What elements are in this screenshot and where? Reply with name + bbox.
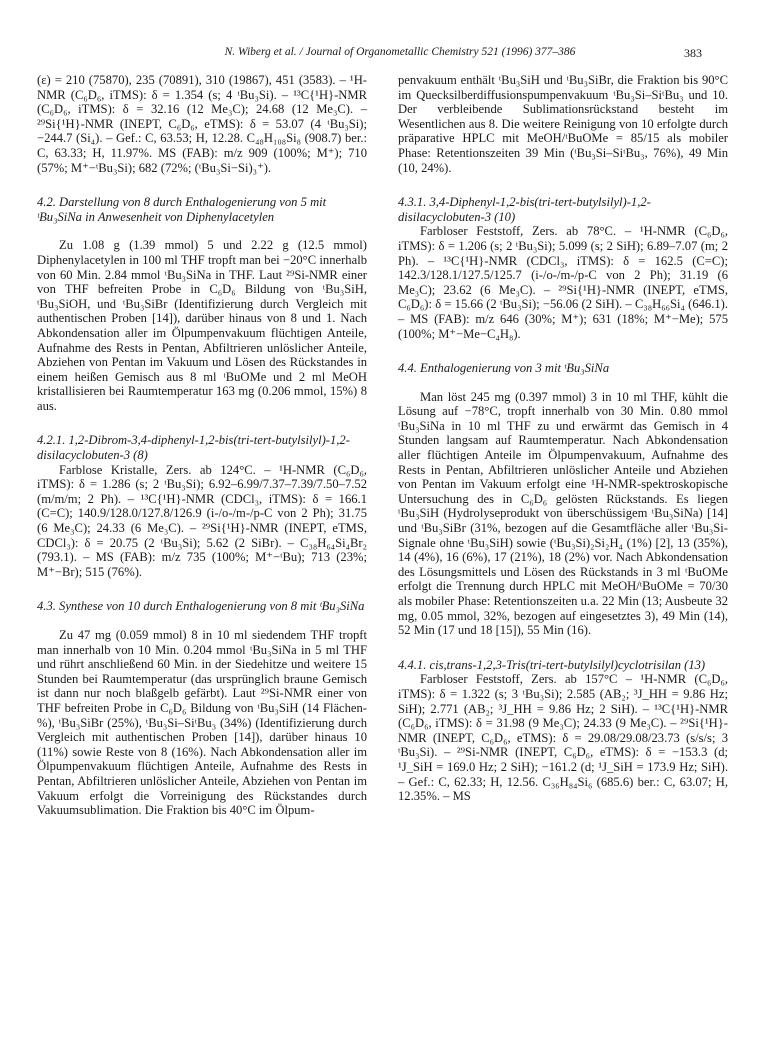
section-heading-4-4: 4.4. Enthalogenierung von 3 mit ᵗBu₃SiNa xyxy=(398,361,610,376)
page-number: 383 xyxy=(684,46,702,60)
paragraph-subsection-4-3-1: Farbloser Feststoff, Zers. ab 78°C. – ¹H-NMR (C₆D₆, iTMS): δ = 1.206 (s; 2 ᵗBu₃Si); 5.099 (s; 2 SiH); 6.89–7.07 (m; 2 Ph). – ¹³C{¹H}-NMR (CDCl₃, iTMS): δ = 162.5 (C=C); 142.3/128.1/127.5/125.7 (i-/o-/m-/p-C von 2 Ph); 31.19 (6 Me₃C); 23.62 (6 Me₃C). – ²⁹Si{¹H}-NMR (INEPT, eTMS, C₆D₆): δ = 15.66 (2 ᵗBu₃Si); −56.06 (2 SiH). – C₃₈H₆₆Si₄ (646.1). – MS (FAB): m/z 646 (30%; M⁺); 631 (18%; M⁺−Me); 575 (100%; M⁺−Me−C₄H₈). xyxy=(398,224,728,341)
paragraph-section-4-4: Man löst 245 mg (0.397 mmol) 3 in 10 ml THF, kühlt die Lösung auf −78°C, tropft innerhalb von 30 Min. 0.80 mmol ᵗBu₃SiNa in 10 ml THF zu und erwärmt das Gemisch in 4 Stunden langsam auf Raumtemperatur. Nach Abkondensation aller flüchtigen Anteile im Ölpumpenvakuum, Aufnahme des Rests in Pentan, Abfiltrieren unlöslicher Anteile und Abziehen von Pentan im Vakuum erfolgt eine ¹H-NMR-spektroskopische Untersuchung des in C₆D₆ gelösten Rückstands. Es liegen ᵗBu₃SiH (Hydrolyseprodukt von überschüssigem ᵗBu₃SiNa) [14] und ᵗBu₃SiBr (31%, bezogen auf die Gesamtfläche aller ᵗBu₃Si-Signale ohne ᵗBu₃SiH) sowie (ᵗBu₃Si)₂Si₂H₄ (1%) [2], 13 (35%), 14 (4%), 16 (6%), 17 (21%), 18 (2%) vor. Nach Abkondensation des Lösungsmittels und Lösen des Rückstands in 3 ml ᵗBuOMe erfolgt die Trennung durch HPLC mit MeOH/ᵗBuOMe = 70/30 als mobiler Phase: Retentionszeiten u.a. 22 Min (13; Ausbeute 32 mg, 0.05 mmol, 32%, bezogen auf eingesetztes 3), 49 Min (14), 52 Min (17 und 18 [15]), 55 Min (16). xyxy=(398,389,728,638)
subsection-heading-4-3-1: 4.3.1. 3,4-Diphenyl-1,2-bis(tri-tert-butylsilyl)-1,2-disilacyclobuten-3 (10) xyxy=(398,195,651,224)
section-heading-4-3: 4.3. Synthese von 10 durch Enthalogenierung von 8 mit ᵗBu₃SiNa xyxy=(37,599,365,614)
paragraph-subsection-4-4-1: Farbloser Feststoff, Zers. ab 157°C – ¹H-NMR (C₆D₆, iTMS): δ = 1.322 (s; 3 ᵗBu₃Si); 2.585 (AB₂; ³J_HH = 9.86 Hz; SiH); 2.771 (AB₂; ³J_HH = 9.86 Hz; 2 SiH). – ¹³C{¹H}-NMR (C₆D₆, iTMS): δ = 31.98 (9 Me₃C); 24.33 (9 Me₃C). – ²⁹Si{¹H}-NMR (INEPT, C₆D₆, eTMS): δ = 29.08/29.08/23.73 (s/s/s; 3 ᵗBu₃Si). – ²⁹Si-NMR (INEPT, C₆D₆, eTMS): δ = −153.3 (d; ¹J_SiH = 169.0 Hz; 2 SiH); −161.2 (d; ¹J_SiH = 173.9 Hz; SiH). – Gef.: C, 62.33; H, 12.56. C₃₆H₈₄Si₆ (685.6) ber.: C, 63.07; H, 12.35%. – MS xyxy=(398,672,728,804)
subsection-heading-4-4-1: 4.4.1. cis,trans-1,2,3-Tris(tri-tert-butylsilyl)cyclotrisilan (13) xyxy=(398,657,706,672)
left-column xyxy=(37,73,367,818)
section-heading-4-2: 4.2. Darstellung von 8 durch Enthalogenierung von 5 mit ᵗBu₃SiNa in Anwesenheit von Diphenylacetylen xyxy=(37,195,327,224)
right-column xyxy=(398,73,728,804)
paragraph-continued-data: (ε) = 210 (75870), 235 (70891), 310 (19867), 451 (3583). – ¹H-NMR (C₆D₆, iTMS): δ = 1.354 (s; 4 ᵗBu₃Si). – ¹³C{¹H}-NMR (C₆D₆, iTMS): δ = 32.16 (12 Me₃C); 24.68 (12 Me₃C). – ²⁹Si{¹H}-NMR (INEPT, C₆D₆, eTMS): δ = 53.07 (4 ᵗBu₃Si); −244.7 (Si₄). – Gef.: C, 63.53; H, 12.28. C₄₈H₁₀₈Si₈ (908.7) ber.: C, 63.33; H, 11.97%. MS (FAB): m/z 909 (100%; M⁺); 710 (57%; M⁺−ᵗBu₃Si); 682 (72%; (ᵗBu₃Si−Si)₃⁺). xyxy=(37,73,367,175)
paragraph-section-4-2: Zu 1.08 g (1.39 mmol) 5 und 2.22 g (12.5 mmol) Diphenylacetylen in 100 ml THF tropft man bei −20°C innerhalb von 60 Min. 2.84 mmol ᵗBu₃SiNa in THF. Laut ²⁹Si-NMR einer von THF befreiten Probe in C₆D₆ Bildung von ᵗBu₃SiH, ᵗBu₃SiOH, und ᵗBu₃SiBr (Identifizierung durch Vergleich mit authentischen Proben [14]), darüber hinaus von 8 und 1. Nach Abkondensation aller im Ölpumpenvakuum flüchtigen Anteile, Aufnahme des Rests in Pentan, Abfiltrieren unlöslicher Anteile, Abziehen von Pentan im Vakuum und Lösen des Rückstandes in einem heißen Gemisch aus 8 ml ᵗBuOMe und 2 ml MeOH kristallisieren bei Raumtemperatur 163 mg (0.206 mmol, 15%) 8 aus. xyxy=(37,238,367,413)
paragraph-subsection-4-2-1: Farblose Kristalle, Zers. ab 124°C. – ¹H-NMR (C₆D₆, iTMS): δ = 1.286 (s; 2 ᵗBu₃Si); 6.92–6.99/7.37–7.39/7.50–7.52 (m/m/m; 2 Ph). – ¹³C{¹H}-NMR (CDCl₃, iTMS): δ = 166.1 (C=C); 140.9/128.0/127.8/126.9 (i-/o-/m-/p-C von 2 Ph); 31.75 (6 Me₃C); 24.33 (6 Me₃C). – ²⁹Si{¹H}-NMR (INEPT, eTMS, CDCl₃): δ = 20.75 (2 ᵗBu₃Si); 5.62 (2 SiBr). – C₃₈H₆₄Si₄Br₂ (793.1). – MS (FAB): m/z 735 (100%; M⁺−ᵗBu); 713 (23%; M⁺−Br); 515 (76%). xyxy=(37,462,367,579)
paragraph-continued-4-3: penvakuum enthält ᵗBu₃SiH und ᵗBu₃SiBr, die Fraktion bis 90°C im Quecksilberdiffusionspumpenvakuum ᵗBu₃Si–SiᵗBu₃ und 10. Der verbleibende Sublimationsrückstand besteht im Wesentlichen aus 8. Die weitere Reinigung von 10 erfolgte durch präparative HPLC mit MeOH/ᵗBuOMe = 85/15 als mobiler Phase: Retentionszeiten 39 Min (ᵗBu₃Si–SiᵗBu₃, 76%), 49 Min (10, 24%). xyxy=(398,73,728,175)
running-head: N. Wiberg et al. / Journal of Organometallic Chemistry 521 (1996) 377–386 xyxy=(224,46,576,58)
paragraph-section-4-3: Zu 47 mg (0.059 mmol) 8 in 10 ml siedendem THF tropft man innerhalb von 10 Min. 0.204 mmol ᵗBu₃SiNa in 5 ml THF und rührt anschließend 60 Min. in der Siedehitze und weitere 15 Stunden bei Raumtemperatur (das ursprünglich braune Gemisch ist dann nur noch blaßgelb gefärbt). Laut ²⁹Si-NMR einer von THF befreiten Probe in C₆D₆ Bildung von ᵗBu₃SiH (14 Flächen-%), ᵗBu₃SiBr (25%), ᵗBu₃Si–SiᵗBu₃ (34%) (Identifizierung durch Vergleich mit authentischen Proben [14]), darüber hinaus 10 (11%) sowie Reste von 8 (16%). Nach Abkondensation aller im Ölpumpenvakuum flüchtigen Anteile, Aufnahme des Rests in Pentan, Abfiltrieren unlöslicher Anteile, Abziehen von Pentan im Vakuum erfolgt die Vorreinigung des Rückstandes durch Vakuumsublimation. Die Fraktion bis 40°C im Ölpum- xyxy=(37,628,367,818)
subsection-heading-4-2-1: 4.2.1. 1,2-Dibrom-3,4-diphenyl-1,2-bis(tri-tert-butylsilyl)-1,2-disilacyclobuten-3 (8) xyxy=(37,433,350,463)
